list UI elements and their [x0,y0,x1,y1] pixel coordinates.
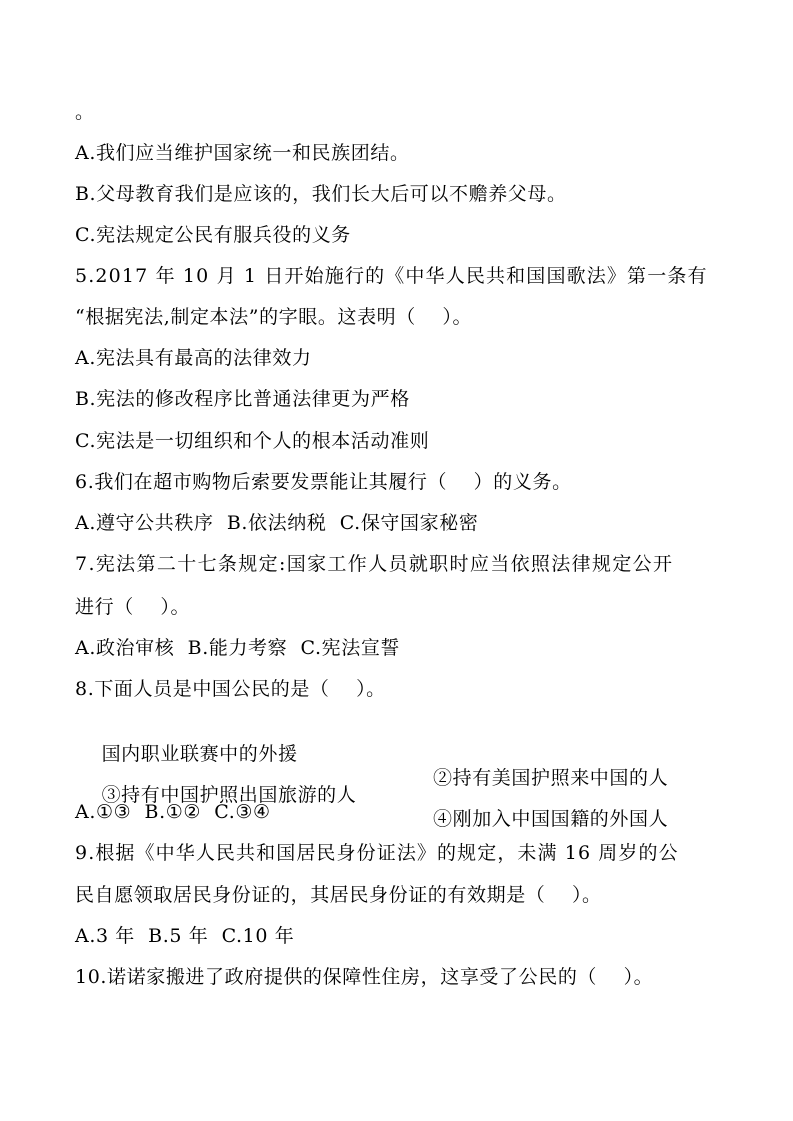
q8-choice-4: ④刚加入中国国籍的外国人 [433,808,669,830]
q5-option-b: B.宪法的修改程序比普通法律更为严格 [75,388,410,410]
q7-stem-line2: 进行（ ）。 [75,596,191,618]
q6-options: A.遵守公共秩序 B.依法纳税 C.保守国家秘密 [75,512,479,534]
q7-options: A.政治审核 B.能力考察 C.宪法宣誓 [75,637,401,659]
q4-option-b: B.父母教育我们是应该的，我们长大后可以不赡养父母。 [75,183,567,205]
q7-stem-line1: 7.宪法第二十七条规定:国家工作人员就职时应当依照法律规定公开 [75,553,674,575]
q8-stem: 8.下面人员是中国公民的是（ ）。 [75,678,386,700]
q9-stem-line2: 民自愿领取居民身份证的，其居民身份证的有效期是（ ）。 [75,884,602,906]
q6-stem: 6.我们在超市购物后索要发票能让其履行（ ）的义务。 [75,471,572,493]
q5-stem-line1: 5.2017 年 10 月 1 日开始施行的《中华人民共和国国歌法》第一条有 [75,265,708,287]
q5-stem-line2: “根据宪法,制定本法”的字眼。这表明（ ）。 [75,306,473,328]
q5-option-c: C.宪法是一切组织和个人的根本活动准则 [75,430,430,452]
q9-stem-line1: 9.根据《中华人民共和国居民身份证法》的规定，未满 16 周岁的公 [75,842,679,864]
q10-stem: 10.诺诺家搬进了政府提供的保障性住房，这享受了公民的（ ）。 [75,966,654,988]
q4-option-a: A.我们应当维护国家统一和民族团结。 [75,142,410,164]
q8-choice-2: ②持有美国护照来中国的人 [433,767,669,789]
q8-choice-3: ③持有中国护照出国旅游的人 [101,784,357,806]
q5-option-a: A.宪法具有最高的法律效力 [75,347,312,369]
q4-option-c: C.宪法规定公民有服兵役的义务 [75,224,351,246]
q8-options: A.①③ B.①② C.③④ [75,801,271,823]
q9-options: A.3 年 B.5 年 C.10 年 [75,925,295,947]
q8-choice-1: 国内职业联赛中的外援 [101,743,298,765]
leading-period: 。 [75,101,95,123]
